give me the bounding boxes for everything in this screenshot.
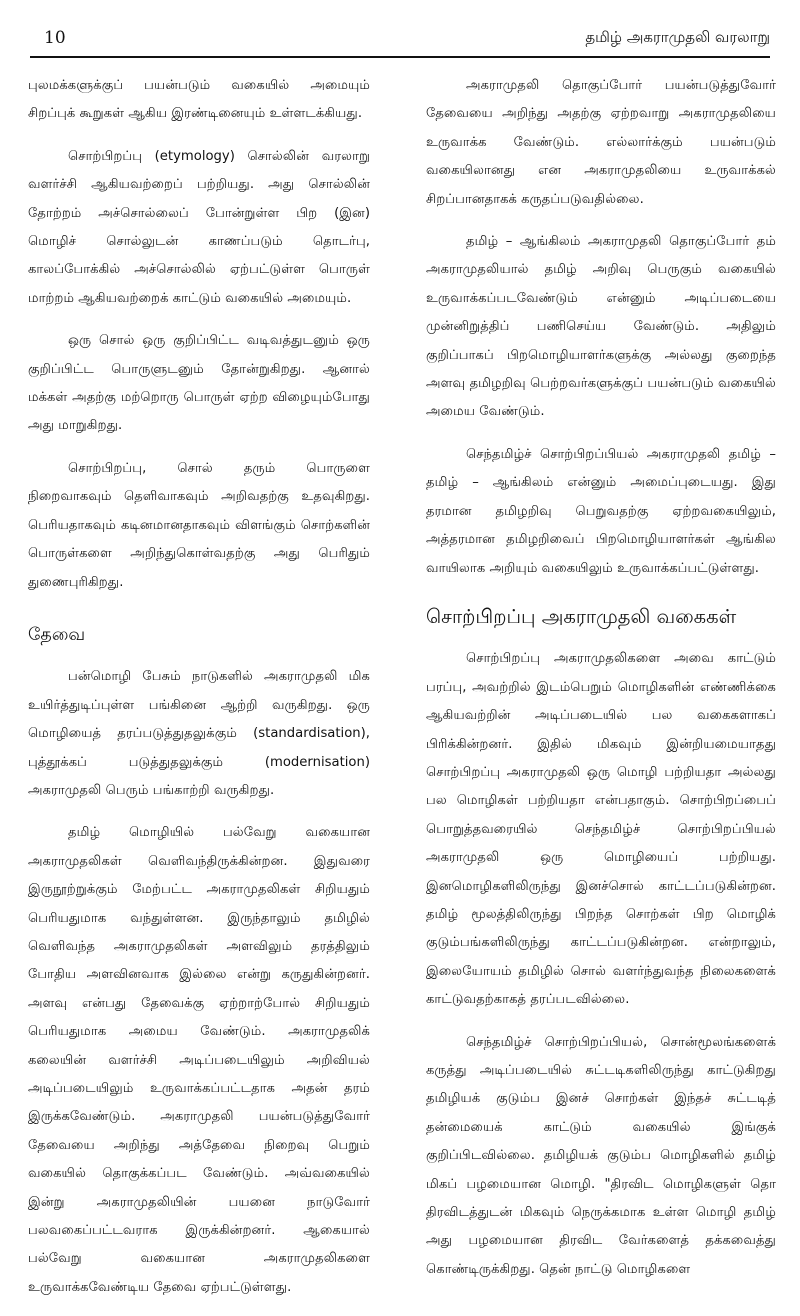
section-heading: தேவை <box>28 624 86 645</box>
paragraph: ஒரு சொல் ஒரு குறிப்பிட்ட வடிவத்துடனும் ஒரு குறிப்பிட்ட பொருளுடனும் தோன்றுகிறது. ஆனால் மக்கள் அதற்கு மற்றொரு பொருள் ஏற்ற விழையும்போது அது மாறுகிறது. <box>28 333 370 434</box>
page-header <box>30 20 770 58</box>
right-column <box>426 72 776 1298</box>
paragraph: சொற்பிறப்பு அகராமுதலிகளை அவை காட்டும் பரப்பு, அவற்றில் இடம்பெறும் மொழிகளின் எண்ணிக்கை ஆகியவற்றின் அடிப்படையில் பல வகைகளாகப் பிரிக்கின்றனர். இதில் மிகவும் இன்றியமையாதது சொற்பிறப்பு அகராமுதலி ஒரு மொழி பற்றியதா அல்லது பல மொழிகள் பற்றியதா என்பதாகும். சொற்பிறப்பைப் பொறுத்தவரையில் செந்தமிழ்ச் சொற்பிறப்பியல் அகராமுதலி ஒரு மொழியைப் பற்றியது. இனமொழிகளிலிருந்து இனச்சொல் காட்டப்படுகின்றன. தமிழ் மூலத்திலிருந்து பிறந்த சொற்கள் பிற மொழிக் குடும்பங்களிலிருந்து காட்டப்படுகின்றன. என்றாலும், இலையோயம் தமிழில் சொல் வளர்ந்துவந்த நிலைகளைக் காட்டுவதற்காகத் தரப்படவில்லை. <box>426 651 776 1008</box>
paragraph: புலமக்களுக்குப் பயன்படும் வகையில் அமையும் சிறப்புக் கூறுகள் ஆகிய இரண்டினையும் உள்ளடக்கியது. <box>28 78 370 122</box>
paragraph: சொற்பிறப்பு, சொல் தரும் பொருளை நிறைவாகவும் தெளிவாகவும் அறிவதற்கு உதவுகிறது. பெரியதாகவும் கடினமானதாகவும் விளங்கும் சொற்களின் பொருள்களை அறிந்துகொள்வதற்கு அது பெரிதும் துணைபுரிகிறது. <box>28 460 370 590</box>
running-title: தமிழ் அகராமுதலி வரலாறு <box>585 28 770 46</box>
section-heading: சொற்பிறப்பு அகராமுதலி வகைகள் <box>426 604 737 628</box>
paragraph: தமிழ் மொழியில் பல்வேறு வகையான அகராமுதலிகள் வெளிவந்திருக்கின்றன. இதுவரை இருநூற்றுக்கும் மேற்பட்ட அகராமுதலிகள் சிறியதும் பெரியதுமாக வந்துள்ளன. இருந்தாலும் தமிழில் வெளிவந்த அகராமுதலிகள் அளவிலும் தரத்திலும் போதிய அளவினவாக இல்லை என்று கருதுகின்றனர். அளவு என்பது தேவைக்கு ஏற்றாற்போல் சிறியதும் பெரியதுமாக அமைய வேண்டும். அகராமுதலிக் கலையின் வளர்ச்சி அடிப்படையிலும் அறிவியல் அடிப்படையிலும் உருவாக்கப்பட்டதாக அதன் தரம் இருக்கவேண்டும். அகராமுதலி பயன்படுத்துவோர் தேவையை அறிந்து அத்தேவை நிறைவு பெறும் வகையில் தொகுக்கப்பட வேண்டும். அவ்வகையில் இன்று அகராமுதலியின் பயனை நாடுவோர் பலவகைப்பட்டவராக இருக்கின்றனர். ஆகையால் பல்வேறு வகையான அகராமுதலிகளை உருவாக்கவேண்டிய தேவை ஏற்பட்டுள்ளது. <box>28 825 370 1295</box>
paragraph: பன்மொழி பேசும் நாடுகளில் அகராமுதலி மிக உயிர்த்துடிப்புள்ள பங்கினை ஆற்றி வருகிறது. ஒரு மொழியைத் தரப்படுத்துதலுக்கும் (standardisation), புத்தூக்கப் படுத்துதலுக்கும் (modernisation) அகராமுதலி பெரும் பங்காற்றி வருகிறது. <box>28 669 370 798</box>
paragraph: அகராமுதலி தொகுப்போர் பயன்படுத்துவோர் தேவையை அறிந்து அதற்கு ஏற்றவாறு அகராமுதலியை உருவாக்க வேண்டும். எல்லார்க்கும் பயன்படும் வகையிலானது என அகராமுதலியை உருவாக்கல் சிறப்பானதாகக் கருதப்படுவதில்லை. <box>426 78 776 207</box>
paragraph: செந்தமிழ்ச் சொற்பிறப்பியல், சொன்மூலங்களைக் கருத்து அடிப்படையில் சுட்டடிகளிலிருந்து காட்டுகிறது தமிழியக் குடும்ப இனச் சொற்கள் இந்தச் சுட்டடித் தன்மையைக் காட்டும் வகையில் இங்குக் குறிப்பிடவில்லை. தமிழியக் குடும்ப மொழிகளில் தமிழ் மிகப் பழமையான மொழி. "திரவிட மொழிகளுள் தொ திரவிடத்துடன் மிகவும் நெருக்கமாக உள்ள மொழி தமிழ் அது பழமையான திரவிட வேர்களைத் தக்கவைத்து கொண்டிருக்கிறது. தென் நாட்டு மொழிகளை <box>426 1034 776 1277</box>
left-column <box>28 72 370 1316</box>
paragraph: தமிழ் – ஆங்கிலம் அகராமுதலி தொகுப்போர் தம் அகராமுதலியால் தமிழ் அறிவு பெருகும் வகையில் உருவாக்கப்படவேண்டும் என்னும் அடிப்படையை முன்னிறுத்திப் பணிசெய்ய வேண்டும். அதிலும் குறிப்பாகப் பிறமொழியாளர்களுக்கு அல்லது குறைந்த அளவு தமிழறிவு பெற்றவர்களுக்குப் பயன்படும் வகையில் அமைய வேண்டும். <box>426 234 776 420</box>
page-number: 10 <box>44 28 66 48</box>
paragraph: சொற்பிறப்பு (etymology) சொல்லின் வரலாறு வளர்ச்சி ஆகியவற்றைப் பற்றியது. அது சொல்லின் தோற்றம் அச்சொல்லைப் போன்றுள்ள பிற (இன) மொழிச் சொல்லுடன் காணப்படும் தொடர்பு, காலப்போக்கில் அச்சொல்லில் ஏற்பட்டுள்ள பொருள் மாற்றம் ஆகியவற்றைக் காட்டும் வகையில் அமையும். <box>28 148 370 306</box>
paragraph: செந்தமிழ்ச் சொற்பிறப்பியல் அகராமுதலி தமிழ் – தமிழ் – ஆங்கிலம் என்னும் அமைப்புடையது. இது தரமான தமிழறிவு பெறுவதற்கு ஏற்றவகையிலும், அத்தரமான தமிழறிவைப் பிறமொழியாளர்கள் ஆங்கில வாயிலாக அறியும் வகையிலும் உருவாக்கப்பட்டுள்ளது. <box>426 446 776 576</box>
